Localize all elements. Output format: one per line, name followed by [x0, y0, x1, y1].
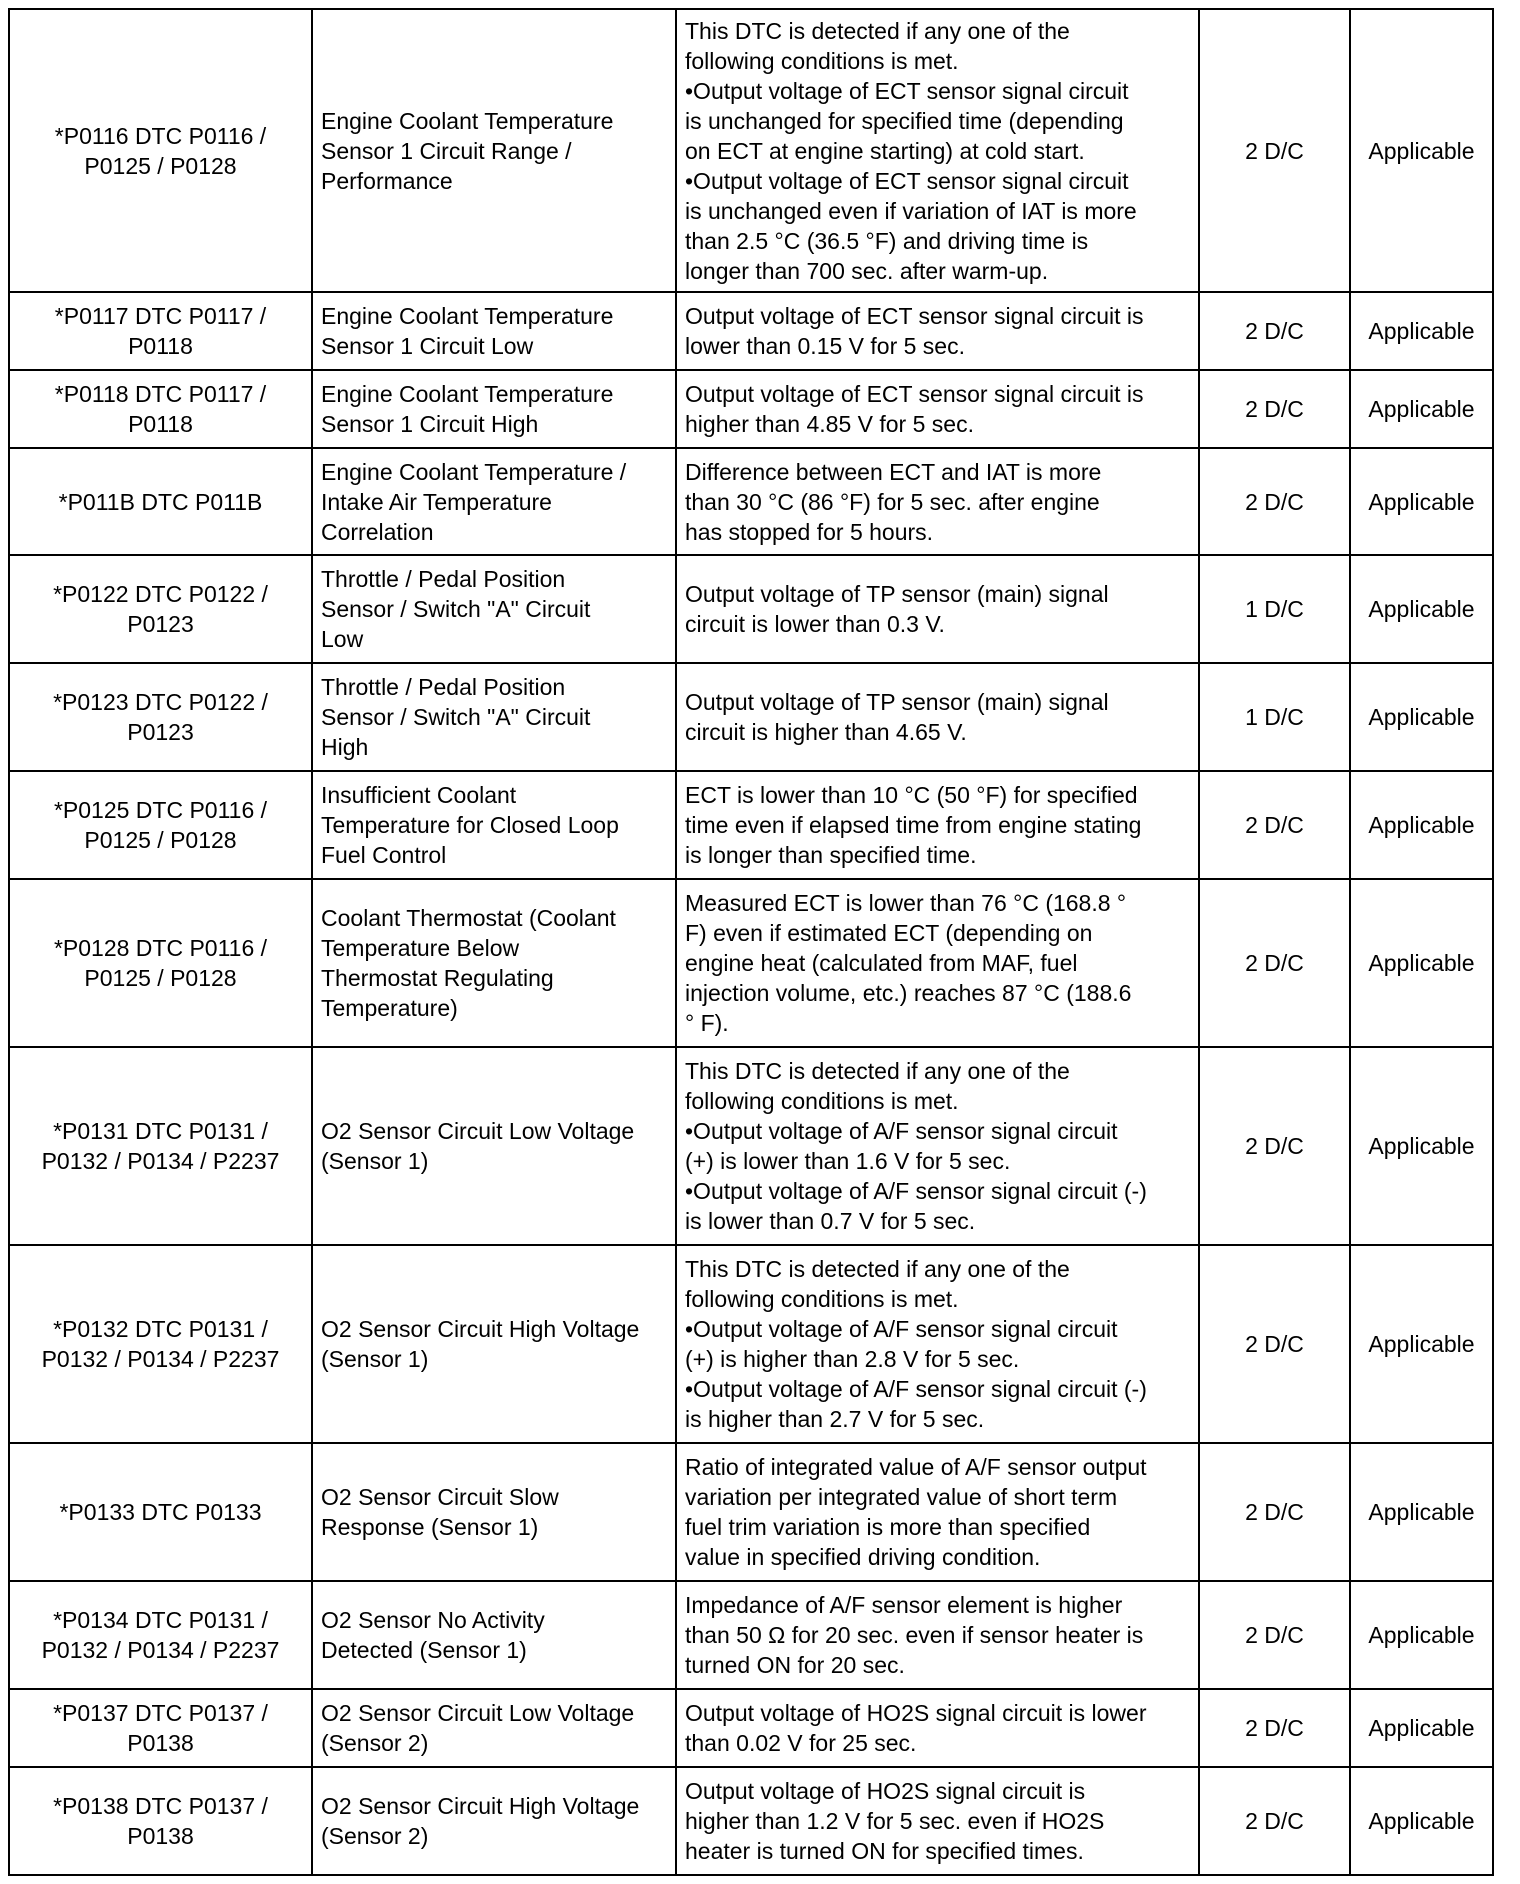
detection-item-cell-line: O2 Sensor No Activity [321, 1607, 545, 1633]
table-row [9, 9, 1493, 292]
dtc-code-cell-line: *P0132 DTC P0131 / [53, 1316, 268, 1342]
dtc-code-cell-line: P0118 [128, 333, 193, 359]
detection-condition-cell-line: injection volume, etc.) reaches 87 °C (188.6 [685, 980, 1132, 1006]
detection-item-cell-line: High [321, 734, 369, 760]
detection-item-cell-line: Sensor 1 Circuit Range / [321, 137, 572, 164]
detection-condition-cell-line: is unchanged for specified time (depending [685, 107, 1124, 134]
dtc-code-cell-line: P0138 [127, 1730, 194, 1756]
trip-logic-cell: 2 D/C [1199, 1767, 1350, 1875]
dtc-code-cell-line: P0132 / P0134 / P2237 [41, 1637, 280, 1663]
applicability-cell: Applicable [1350, 1689, 1493, 1767]
detection-item-cell-line: Temperature for Closed Loop [321, 812, 619, 838]
detection-condition-cell-line: Difference between ECT and IAT is more [685, 458, 1102, 485]
detection-condition-cell [676, 663, 1199, 771]
detection-condition-cell-line: This DTC is detected if any one of the [685, 17, 1070, 44]
trip-logic-cell: 1 D/C [1199, 555, 1350, 663]
trip-logic-cell: 2 D/C [1199, 370, 1350, 448]
detection-condition-cell-line: Impedance of A/F sensor element is higher [685, 1592, 1123, 1618]
dtc-code-cell [9, 771, 312, 879]
detection-condition-cell-line: Output voltage of HO2S signal circuit is lower [685, 1700, 1147, 1726]
detection-condition-cell-line: is lower than 0.7 V for 5 sec. [685, 1208, 976, 1234]
applicability-cell: Applicable [1350, 9, 1493, 292]
detection-item-cell-line: Fuel Control [321, 842, 447, 868]
detection-item-cell [312, 1767, 676, 1875]
detection-condition-cell [676, 555, 1199, 663]
table-row [9, 771, 1493, 879]
detection-condition-cell [676, 370, 1199, 448]
detection-condition-cell [676, 771, 1199, 879]
trip-logic-cell: 2 D/C [1199, 879, 1350, 1047]
detection-item-cell [312, 292, 676, 370]
detection-item-cell [312, 448, 676, 555]
table-row [9, 1443, 1493, 1581]
detection-item-cell-line: O2 Sensor Circuit High Voltage [321, 1316, 640, 1342]
dtc-code-cell-line: *P0122 DTC P0122 / [53, 581, 268, 607]
detection-condition-cell-line: higher than 1.2 V for 5 sec. even if HO2S [685, 1808, 1105, 1834]
applicability-cell: Applicable [1350, 555, 1493, 663]
detection-item-cell-line: Insufficient Coolant [321, 782, 517, 808]
detection-item-cell [312, 1245, 676, 1443]
detection-item-cell-line: Thermostat Regulating [321, 965, 554, 991]
applicability-cell: Applicable [1350, 292, 1493, 370]
applicability-cell: Applicable [1350, 1443, 1493, 1581]
detection-item-cell-line: Performance [321, 167, 453, 194]
detection-item-cell [312, 1581, 676, 1689]
dtc-code-cell [9, 292, 312, 370]
detection-item-cell-line: Response (Sensor 1) [321, 1514, 539, 1540]
detection-item-cell-line: O2 Sensor Circuit Low Voltage [321, 1700, 635, 1726]
applicability-cell: Applicable [1350, 448, 1493, 555]
dtc-code-cell-line: *P0138 DTC P0137 / [53, 1793, 268, 1819]
dtc-code-cell-line: P0118 [128, 411, 193, 437]
detection-item-cell-line: (Sensor 1) [321, 1346, 429, 1372]
dtc-code-cell [9, 879, 312, 1047]
detection-item-cell-line: Engine Coolant Temperature [321, 107, 614, 134]
table-row [9, 292, 1493, 370]
applicability-cell: Applicable [1350, 370, 1493, 448]
detection-item-cell-line: Sensor / Switch "A" Circuit [321, 596, 591, 622]
dtc-code-cell [9, 1767, 312, 1875]
dtc-code-cell-line: *P011B DTC P011B [58, 488, 263, 515]
detection-condition-cell-line: than 50 Ω for 20 sec. even if sensor heater is [685, 1622, 1144, 1648]
detection-condition-cell-line: F) even if estimated ECT (depending on [685, 920, 1093, 946]
applicability-cell: Applicable [1350, 1245, 1493, 1443]
trip-logic-cell: 2 D/C [1199, 1443, 1350, 1581]
trip-logic-cell: 2 D/C [1199, 1581, 1350, 1689]
detection-condition-cell-line: Output voltage of TP sensor (main) signal [685, 581, 1109, 607]
trip-logic-cell: 2 D/C [1199, 1047, 1350, 1245]
detection-condition-cell-line: •Output voltage of A/F sensor signal circuit (-) [685, 1376, 1147, 1402]
detection-item-cell [312, 370, 676, 448]
dtc-code-cell-line: *P0125 DTC P0116 / [53, 797, 268, 823]
dtc-code-cell-line: P0125 / P0128 [84, 965, 237, 991]
dtc-code-cell-line: P0138 [127, 1823, 194, 1849]
applicability-cell: Applicable [1350, 663, 1493, 771]
table-row [9, 663, 1493, 771]
detection-condition-cell-line: following conditions is met. [685, 47, 959, 74]
detection-item-cell [312, 1047, 676, 1245]
dtc-code-cell-line: P0125 / P0128 [84, 152, 237, 179]
dtc-code-cell [9, 448, 312, 555]
detection-condition-cell [676, 1245, 1199, 1443]
detection-item-cell-line: Detected (Sensor 1) [321, 1637, 527, 1663]
detection-condition-cell-line: than 30 °C (86 °F) for 5 sec. after engine [685, 488, 1100, 515]
table-row [9, 1245, 1493, 1443]
dtc-code-cell-line: P0123 [127, 611, 194, 637]
detection-condition-cell-line: time even if elapsed time from engine stating [685, 812, 1142, 838]
dtc-code-cell-line: P0132 / P0134 / P2237 [41, 1148, 280, 1174]
detection-condition-cell-line: Output voltage of HO2S signal circuit is [685, 1778, 1086, 1804]
dtc-code-cell [9, 9, 312, 292]
trip-logic-cell: 2 D/C [1199, 1245, 1350, 1443]
detection-condition-cell-line: This DTC is detected if any one of the [685, 1058, 1070, 1084]
detection-condition-cell [676, 1581, 1199, 1689]
trip-logic-cell: 2 D/C [1199, 448, 1350, 555]
detection-condition-cell [676, 9, 1199, 292]
detection-condition-cell-line: Measured ECT is lower than 76 °C (168.8 ° [685, 890, 1127, 916]
detection-condition-cell-line: fuel trim variation is more than specified [685, 1514, 1091, 1540]
detection-item-cell-line: Sensor / Switch "A" Circuit [321, 704, 591, 730]
detection-condition-cell-line: heater is turned ON for specified times. [685, 1838, 1084, 1864]
detection-condition-cell-line: is higher than 2.7 V for 5 sec. [685, 1406, 985, 1432]
detection-condition-cell-line: •Output voltage of A/F sensor signal circuit (-) [685, 1178, 1147, 1204]
dtc-code-cell-line: *P0134 DTC P0131 / [53, 1607, 268, 1633]
detection-condition-cell [676, 1047, 1199, 1245]
detection-item-cell-line: (Sensor 1) [321, 1148, 429, 1174]
table-row [9, 1047, 1493, 1245]
detection-item-cell-line: O2 Sensor Circuit High Voltage [321, 1793, 640, 1819]
detection-item-cell-line: Throttle / Pedal Position [321, 674, 566, 700]
applicability-cell: Applicable [1350, 879, 1493, 1047]
detection-condition-cell-line: This DTC is detected if any one of the [685, 1256, 1070, 1282]
detection-condition-cell-line: •Output voltage of ECT sensor signal circuit [685, 167, 1129, 194]
dtc-table-body [9, 9, 1493, 1875]
dtc-table [8, 8, 1494, 1876]
detection-condition-cell-line: than 0.02 V for 25 sec. [685, 1730, 917, 1756]
detection-item-cell-line: Engine Coolant Temperature [321, 303, 614, 329]
dtc-code-cell-line: *P0118 DTC P0117 / [54, 381, 267, 407]
detection-item-cell [312, 9, 676, 292]
table-row [9, 448, 1493, 555]
detection-item-cell [312, 771, 676, 879]
dtc-code-cell-line: *P0117 DTC P0117 / [54, 303, 267, 329]
dtc-code-cell-line: P0125 / P0128 [84, 827, 237, 853]
detection-condition-cell-line: Output voltage of ECT sensor signal circuit is [685, 303, 1144, 329]
detection-condition-cell [676, 448, 1199, 555]
dtc-code-cell [9, 1689, 312, 1767]
detection-condition-cell-line: is unchanged even if variation of IAT is more [685, 197, 1137, 224]
detection-condition-cell-line: •Output voltage of A/F sensor signal circuit [685, 1118, 1118, 1144]
detection-condition-cell [676, 1689, 1199, 1767]
detection-condition-cell-line: (+) is lower than 1.6 V for 5 sec. [685, 1148, 1011, 1174]
dtc-code-cell [9, 555, 312, 663]
detection-item-cell [312, 879, 676, 1047]
detection-condition-cell-line: variation per integrated value of short term [685, 1484, 1118, 1510]
detection-condition-cell-line: following conditions is met. [685, 1088, 959, 1114]
detection-item-cell-line: Temperature) [321, 995, 458, 1021]
detection-condition-cell-line: turned ON for 20 sec. [685, 1652, 905, 1678]
detection-item-cell [312, 555, 676, 663]
detection-condition-cell [676, 1443, 1199, 1581]
applicability-cell: Applicable [1350, 1047, 1493, 1245]
dtc-code-cell-line: *P0133 DTC P0133 [59, 1499, 262, 1525]
detection-item-cell-line: Engine Coolant Temperature [321, 381, 614, 407]
detection-condition-cell-line: longer than 700 sec. after warm-up. [685, 257, 1049, 284]
detection-condition-cell-line: Output voltage of ECT sensor signal circuit is [685, 381, 1144, 407]
detection-condition-cell-line: has stopped for 5 hours. [685, 518, 934, 545]
dtc-code-cell [9, 1047, 312, 1245]
detection-condition-cell [676, 879, 1199, 1047]
detection-condition-cell-line: is longer than specified time. [685, 842, 977, 868]
detection-item-cell [312, 1689, 676, 1767]
dtc-code-cell-line: *P0123 DTC P0122 / [53, 689, 268, 715]
detection-condition-cell [676, 292, 1199, 370]
trip-logic-cell: 2 D/C [1199, 292, 1350, 370]
applicability-cell: Applicable [1350, 771, 1493, 879]
detection-condition-cell-line: ° F). [685, 1010, 729, 1036]
dtc-code-cell [9, 1581, 312, 1689]
dtc-code-cell-line: *P0116 DTC P0116 / [54, 122, 267, 149]
applicability-cell: Applicable [1350, 1767, 1493, 1875]
detection-item-cell-line: Coolant Thermostat (Coolant [321, 905, 616, 931]
detection-condition-cell-line: ECT is lower than 10 °C (50 °F) for specified [685, 782, 1138, 808]
detection-item-cell-line: O2 Sensor Circuit Slow [321, 1484, 559, 1510]
detection-condition-cell-line: on ECT at engine starting) at cold start. [685, 137, 1085, 164]
table-row [9, 1689, 1493, 1767]
detection-item-cell-line: Temperature Below [321, 935, 520, 961]
detection-item-cell-line: (Sensor 2) [321, 1823, 429, 1849]
detection-item-cell-line: (Sensor 2) [321, 1730, 429, 1756]
table-row [9, 555, 1493, 663]
detection-item-cell-line: Low [321, 626, 364, 652]
detection-item-cell [312, 663, 676, 771]
dtc-code-cell [9, 1245, 312, 1443]
detection-condition-cell-line: Ratio of integrated value of A/F sensor output [685, 1454, 1147, 1480]
trip-logic-cell: 2 D/C [1199, 9, 1350, 292]
detection-item-cell-line: Correlation [321, 518, 434, 545]
detection-condition-cell-line: (+) is higher than 2.8 V for 5 sec. [685, 1346, 1020, 1372]
detection-condition-cell-line: than 2.5 °C (36.5 °F) and driving time is [685, 227, 1089, 254]
trip-logic-cell: 2 D/C [1199, 1689, 1350, 1767]
detection-condition-cell-line: lower than 0.15 V for 5 sec. [685, 333, 965, 359]
detection-condition-cell-line: Output voltage of TP sensor (main) signal [685, 689, 1109, 715]
detection-item-cell [312, 1443, 676, 1581]
table-row [9, 1767, 1493, 1875]
detection-condition-cell-line: •Output voltage of A/F sensor signal circuit [685, 1316, 1118, 1342]
dtc-code-cell [9, 1443, 312, 1581]
dtc-code-cell-line: *P0137 DTC P0137 / [53, 1700, 268, 1726]
detection-condition-cell-line: value in specified driving condition. [685, 1544, 1041, 1570]
table-row [9, 370, 1493, 448]
detection-item-cell-line: O2 Sensor Circuit Low Voltage [321, 1118, 635, 1144]
detection-condition-cell-line: engine heat (calculated from MAF, fuel [685, 950, 1078, 976]
table-row [9, 1581, 1493, 1689]
dtc-code-cell-line: *P0128 DTC P0116 / [53, 935, 268, 961]
detection-condition-cell-line: •Output voltage of ECT sensor signal circuit [685, 77, 1129, 104]
table-row [9, 879, 1493, 1047]
trip-logic-cell: 2 D/C [1199, 771, 1350, 879]
detection-item-cell-line: Sensor 1 Circuit High [321, 411, 539, 437]
detection-condition-cell-line: circuit is higher than 4.65 V. [685, 719, 967, 745]
detection-item-cell-line: Engine Coolant Temperature / [321, 458, 627, 485]
detection-condition-cell-line: higher than 4.85 V for 5 sec. [685, 411, 974, 437]
detection-item-cell-line: Throttle / Pedal Position [321, 566, 566, 592]
detection-condition-cell-line: following conditions is met. [685, 1286, 959, 1312]
detection-item-cell-line: Sensor 1 Circuit Low [321, 333, 534, 359]
dtc-code-cell-line: P0132 / P0134 / P2237 [41, 1346, 280, 1372]
dtc-code-cell [9, 663, 312, 771]
detection-item-cell-line: Intake Air Temperature [321, 488, 552, 515]
detection-condition-cell-line: circuit is lower than 0.3 V. [685, 611, 945, 637]
trip-logic-cell: 1 D/C [1199, 663, 1350, 771]
dtc-code-cell [9, 370, 312, 448]
dtc-code-cell-line: *P0131 DTC P0131 / [53, 1118, 268, 1144]
detection-condition-cell [676, 1767, 1199, 1875]
dtc-code-cell-line: P0123 [127, 719, 194, 745]
applicability-cell: Applicable [1350, 1581, 1493, 1689]
